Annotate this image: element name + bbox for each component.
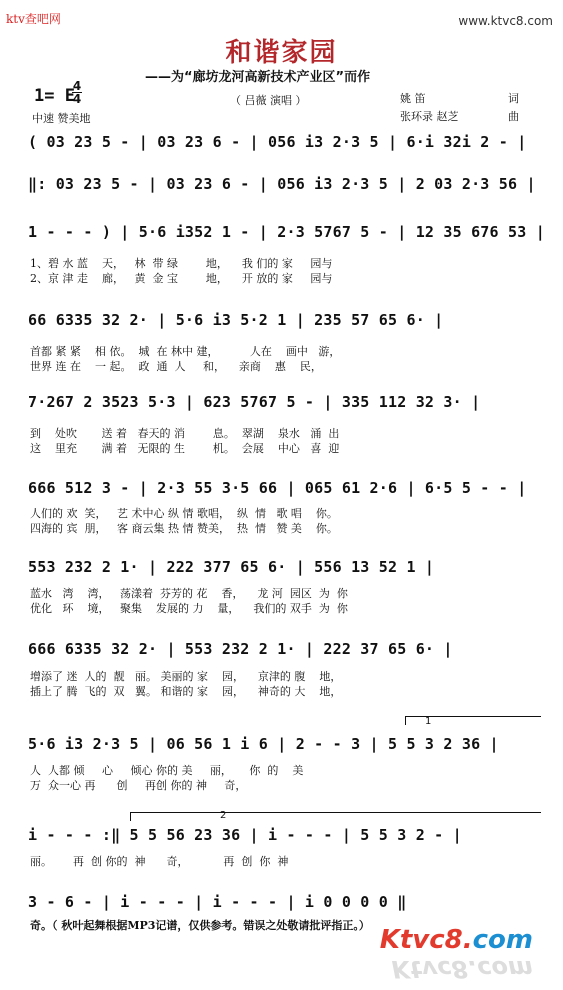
time-signature-bottom: 4 xyxy=(72,92,82,106)
composer-name: 张环录 赵芝 xyxy=(400,110,459,123)
lyric-line: 增添了 迷 人的 靓 丽。 美丽的 家 园， 京津的 腹 地， xyxy=(30,670,342,683)
tempo-marking: 中速 赞美地 xyxy=(32,112,91,125)
logo-main: Ktvc8. xyxy=(379,925,473,955)
song-subtitle: ——为“廊坊龙河高新技术产业区”而作 xyxy=(145,70,371,85)
lyric-line: 1、碧 水 蓝 天， 林 带 绿 地， 我 们的 家 园与 xyxy=(30,257,333,270)
score-row: 666 512 3 - | 2·3 55 3·5 66 | 065 61 2·6 | 6·5 5 - - | xyxy=(28,479,527,497)
score-row: 5·6 i3 2·3 5 | 06 56 1 i 6 | 2 - - 3 | 5 5 3 2 36 | xyxy=(28,735,499,753)
lyric-line: 到 处吹 送 着 春天的 消 息。 翠湖 泉水 涌 出 xyxy=(30,427,340,440)
volta-bracket-2 xyxy=(130,812,541,821)
lyricist-role: 词 xyxy=(508,92,519,105)
lyric-line: 人们的 欢 笑， 艺 术中心 纵 情 歌唱， 纵 情 歌 唱 你。 xyxy=(30,507,338,520)
lyric-line: 优化 环 境， 聚集 发展的 力 量， 我们的 双手 为 你 xyxy=(30,602,348,615)
lyric-line: 万 众一心 再 创 再创 你的 神 奇， xyxy=(30,779,247,792)
lyric-line: 2、京 津 走 廊， 黄 金 宝 地， 开 放的 家 园与 xyxy=(30,272,333,285)
volta-number-1: 1 xyxy=(425,716,432,727)
site-watermark-right: www.ktvc8.com xyxy=(458,14,553,28)
score-row: i - - - :‖ 5 5 56 23 36 | i - - - | 5 5 3 2 - | xyxy=(28,826,462,844)
key-signature: 1= E xyxy=(34,86,75,106)
lyric-line: 插上了 腾 飞的 双 翼。 和谐的 家 园， 神奇的 大 地， xyxy=(30,685,342,698)
score-row: ‖: 03 23 5 - | 03 23 6 - | 056 i3 2·3 5 | 2 03 2·3 56 | xyxy=(28,175,536,193)
lyric-line: 世界 连 在 一 起。 政 通 人 和， 亲商 惠 民， xyxy=(30,360,322,373)
site-logo-reflection: Ktvc8.com xyxy=(391,955,533,983)
site-logo xyxy=(380,925,533,955)
volta-number-2: 2 xyxy=(220,810,227,821)
lyricist-name: 姚 笛 xyxy=(400,92,426,105)
logo-accent: com xyxy=(472,925,533,955)
site-watermark-left: ktv查吧网 xyxy=(6,12,61,26)
singer-credit: （ 吕薇 演唱 ） xyxy=(230,94,307,107)
time-signature xyxy=(72,80,82,105)
score-row: 66 6335 32 2· | 5·6 i3 5·2 1 | 235 57 65 6· | xyxy=(28,311,444,329)
song-title: 和谐家园 xyxy=(225,38,338,68)
lyric-line: 人 人都 倾 心 倾心 你的 美 丽， 你 的 美 xyxy=(30,764,304,777)
time-signature-top: 4 xyxy=(72,79,82,93)
lyric-line: 丽。 再 创 你的 神 奇， 再 创 你 神 xyxy=(30,855,289,868)
composer-role: 曲 xyxy=(508,110,519,123)
footnote: 奇。（ 秋叶起舞根据MP3记谱，仅供参考。错误之处敬请批评指正。） xyxy=(30,919,370,932)
lyric-line: 首都 紧 紧 相 依。 城 在 林中 建， 人在 画中 游， xyxy=(30,345,341,358)
score-row: 7·267 2 3523 5·3 | 623 5767 5 - | 335 112 32 3· | xyxy=(28,393,481,411)
score-row: 3 - 6 - | i - - - | i - - - | i 0 0 0 0 ‖ xyxy=(28,893,407,911)
lyric-line: 四海的 宾 朋， 客 商云集 热 情 赞美， 热 情 赞 美 你。 xyxy=(30,522,338,535)
score-row: 553 232 2 1· | 222 377 65 6· | 556 13 52 1 | xyxy=(28,558,435,576)
score-row: 666 6335 32 2· | 553 232 2 1· | 222 37 65 6· | xyxy=(28,640,453,658)
score-row: ( 03 23 5 - | 03 23 6 - | 056 i3 2·3 5 | 6·i 32i 2 - | xyxy=(28,133,527,151)
lyric-line: 蓝水 湾 湾， 荡漾着 芬芳的 花 香， 龙 河 园区 为 你 xyxy=(30,587,348,600)
lyric-line: 这 里充 满 着 无限的 生 机。 会展 中心 喜 迎 xyxy=(30,442,340,455)
score-row: 1 - - - ) | 5·6 i352 1 - | 2·3 5767 5 - | 12 35 676 53 | xyxy=(28,223,545,241)
